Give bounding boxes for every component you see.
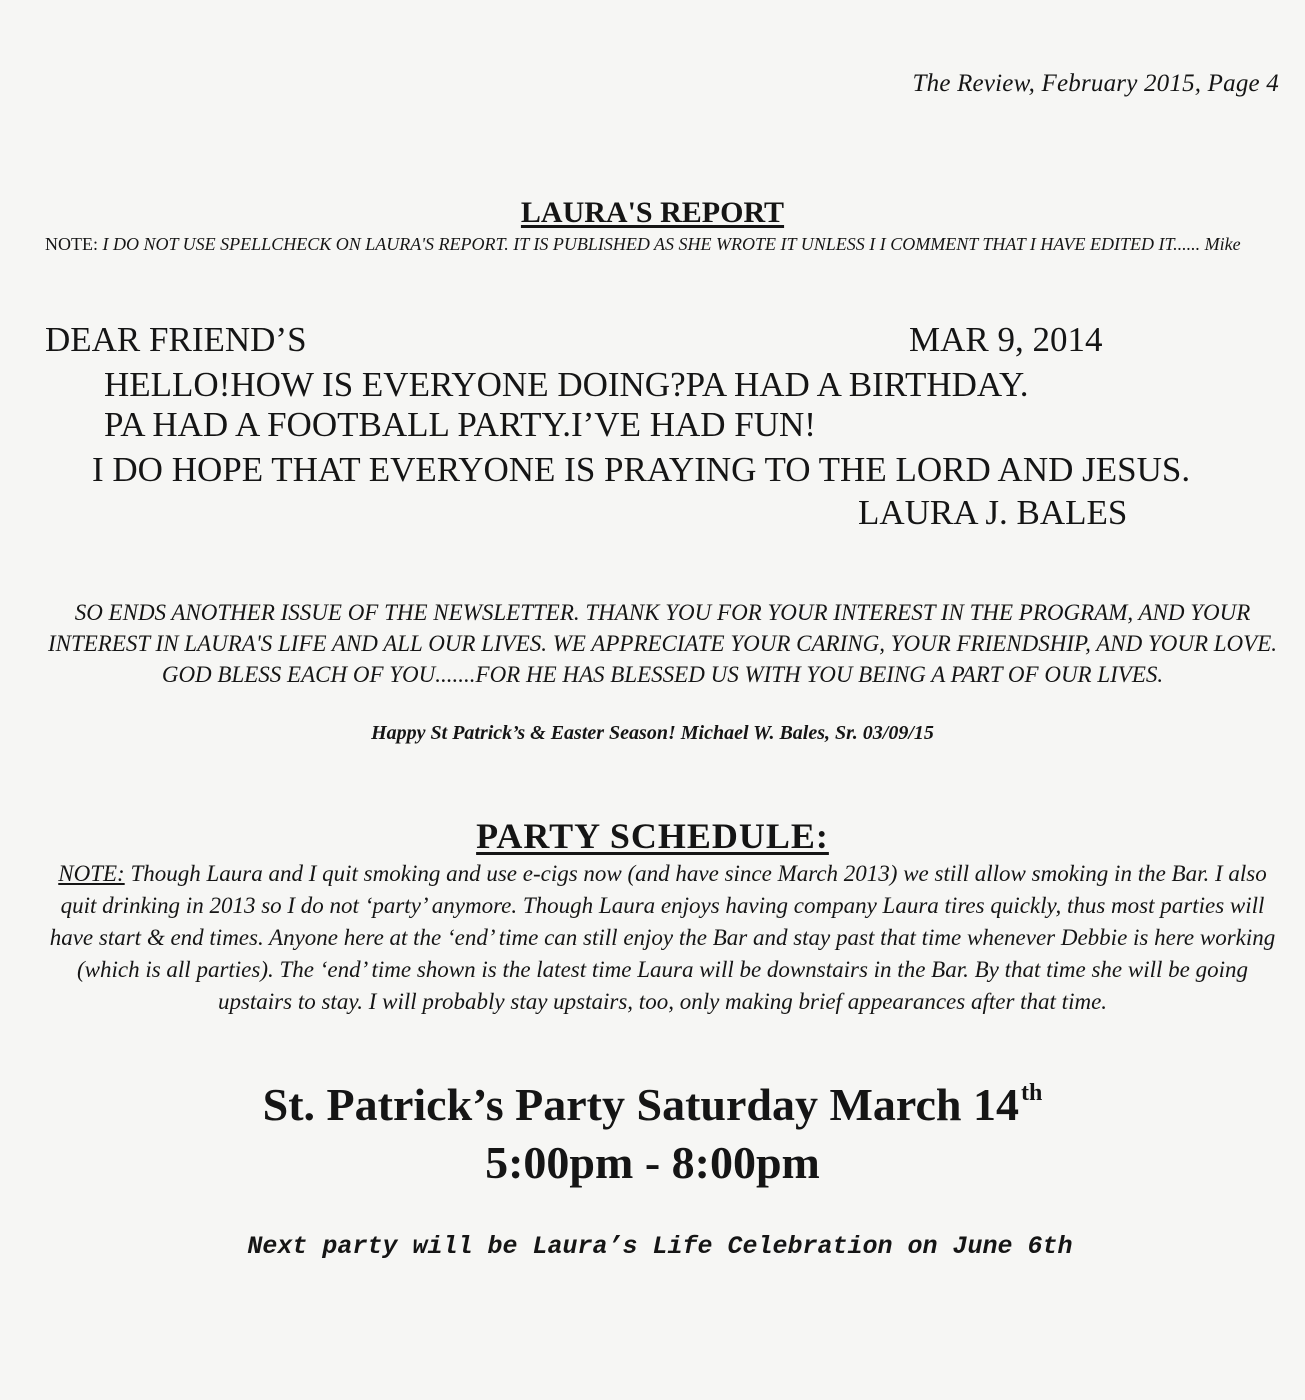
report-title: LAURA'S REPORT (520, 196, 785, 229)
running-header: The Review, February 2015, Page 4 (912, 70, 1279, 97)
schedule-note-label: NOTE: (58, 861, 125, 886)
party-title: St. Patrick’s Party Saturday March 14th (262, 1079, 1043, 1130)
schedule-note-text: Though Laura and I quit smoking and use e-cigs now (and have since March 2013) we still allow smoking in the Bar. I also quit drinking in 2013 so I do not ‘party’ anymore. Though Laura enjoys having company Laura tires quickly, thus most parties will have start & end times. Anyone here at the ‘end’ time can still enjoy the Bar and stay past that time whenever Debbie is here working (which is all parties). The ‘end’ time shown is the latest time Laura will be downstairs in the Bar. By that time she will be going upstairs to stay. I will probably stay upstairs, too, only making brief appearances after that time. (49, 861, 1276, 1014)
report-note (45, 232, 1285, 256)
party-date-suffix: th (1021, 1080, 1043, 1106)
next-party-note: Next party will be Laura’s Life Celebration on June 6th (247, 1232, 1073, 1261)
letter-line: PA HAD A FOOTBALL PARTY.I’VE HAD FUN! (104, 405, 816, 444)
letter-date: MAR 9, 2014 (909, 320, 1103, 359)
letter-salutation: DEAR FRIEND’S (45, 320, 307, 359)
closing-sign-off: Happy St Patrick’s & Easter Season! Michael W. Bales, Sr. 03/09/15 (371, 722, 934, 744)
letter-line: I DO HOPE THAT EVERYONE IS PRAYING TO THE LORD AND JESUS. (92, 450, 1191, 489)
schedule-note (40, 858, 1285, 1018)
letter-line: HELLO!HOW IS EVERYONE DOING?PA HAD A BIRTHDAY. (104, 365, 1029, 404)
schedule-title: PARTY SCHEDULE: (476, 816, 829, 856)
closing-paragraph: SO ENDS ANOTHER ISSUE OF THE NEWSLETTER. THANK YOU FOR YOUR INTEREST IN THE PROGRAM, AND YOUR INTEREST IN LAURA'S LIFE AND ALL OUR LIVES. WE APPRECIATE YOUR CARING, YOUR FRIENDSHIP, AND YOUR LOVE. GOD BLESS EACH OF YOU.......FOR HE HAS BLESSED US WITH YOU BEING A PART OF OUR LIVES. (47, 600, 1278, 687)
letter-signature: LAURA J. BALES (858, 493, 1128, 532)
report-note-label: NOTE: (45, 234, 98, 254)
party-time: 5:00pm - 8:00pm (485, 1137, 820, 1188)
report-note-text: I DO NOT USE SPELLCHECK ON LAURA'S REPORT. IT IS PUBLISHED AS SHE WROTE IT UNLESS I I COMMENT THAT I HAVE EDITED IT...... Mike (102, 234, 1241, 254)
